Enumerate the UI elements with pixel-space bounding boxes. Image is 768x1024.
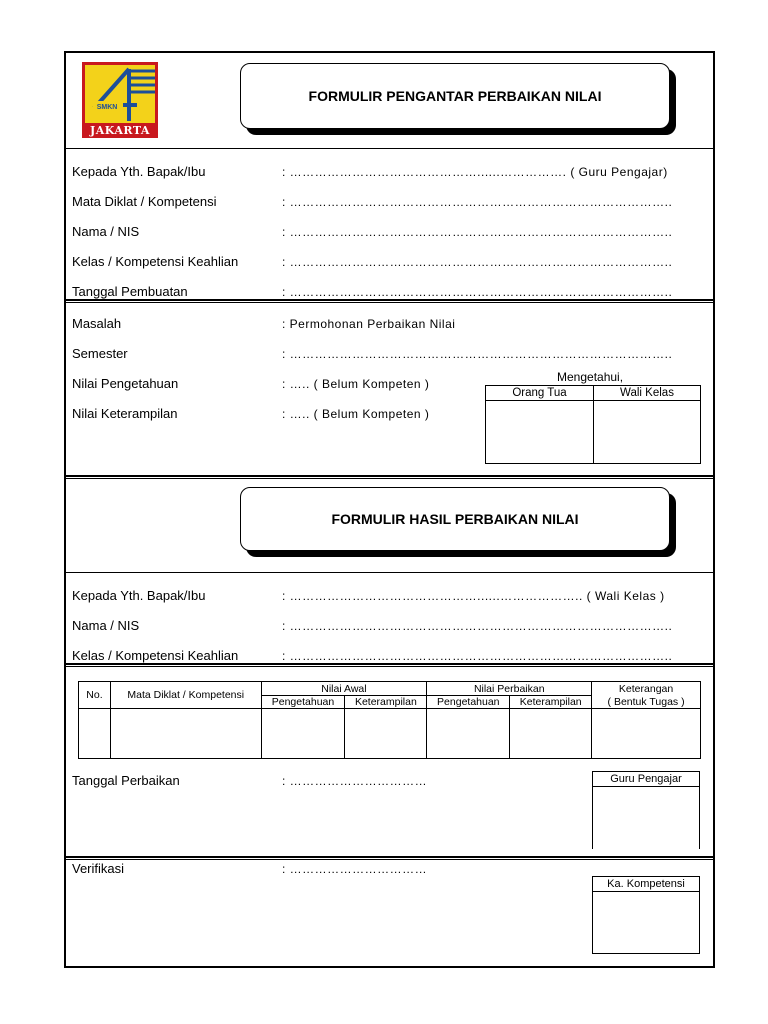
tanggal-perbaikan-label: Tanggal Perbaikan	[72, 773, 180, 788]
col-mata-diklat: Mata Diklat / Kompetensi	[110, 682, 261, 709]
logo-emblem	[85, 65, 155, 123]
divider	[64, 856, 715, 858]
field-value[interactable]: : ………………………………………………………………………………..	[282, 285, 673, 299]
field-value[interactable]: : ………………………………………......……………. ( Guru Pengajar)	[282, 165, 668, 179]
field-value[interactable]: : ………………………………………………………………………………..	[282, 619, 673, 633]
field-label: Kelas / Kompetensi Keahlian	[72, 648, 239, 663]
divider	[64, 572, 715, 573]
col-no: No.	[79, 682, 111, 709]
field-label: Mata Diklat / Kompetensi	[72, 194, 217, 209]
table-cell[interactable]	[427, 709, 510, 759]
field-value[interactable]: : ………………………………………………………………………………..	[282, 195, 673, 209]
divider	[64, 663, 715, 665]
form2-title: FORMULIR HASIL PERBAIKAN NILAI	[240, 487, 670, 551]
table-cell[interactable]	[261, 709, 345, 759]
col-keterangan: Keterangan	[592, 682, 701, 696]
ka-kompetensi-box	[592, 876, 700, 954]
field-label: Nama / NIS	[72, 224, 140, 239]
field-value[interactable]: : ….. ( Belum Kompeten )	[282, 377, 430, 391]
approval-box	[485, 385, 701, 464]
field-label: Tanggal Pembuatan	[72, 284, 188, 299]
form1-title: FORMULIR PENGANTAR PERBAIKAN NILAI	[240, 63, 670, 129]
result-table	[78, 681, 701, 759]
col-nilai-perbaikan: Nilai Perbaikan	[427, 682, 592, 696]
field-label: Nilai Pengetahuan	[72, 376, 179, 391]
field-label: Kepada Yth. Bapak/Ibu	[72, 164, 206, 179]
divider	[64, 859, 715, 860]
field-label: Semester	[72, 346, 128, 361]
guru-pengajar-label: Guru Pengajar	[593, 772, 699, 787]
logo-small-text: SMKN	[96, 104, 118, 111]
field-value[interactable]: : ………………………………………………………………………………..	[282, 255, 673, 269]
divider	[64, 475, 715, 477]
divider	[64, 148, 715, 149]
logo-city: JAKARTA	[90, 124, 150, 137]
table-cell[interactable]	[510, 709, 592, 759]
mengetahui-label: Mengetahui,	[557, 370, 624, 384]
divider	[64, 299, 715, 301]
col-bentuk-tugas: ( Bentuk Tugas )	[592, 696, 701, 709]
school-logo	[82, 62, 158, 138]
field-label: Nilai Keterampilan	[72, 406, 178, 421]
field-value[interactable]: : ….. ( Belum Kompeten )	[282, 407, 430, 421]
field-value[interactable]: : ………………………………………………………………………………..	[282, 347, 673, 361]
table-cell[interactable]	[592, 709, 701, 759]
logo-four-icon	[85, 65, 155, 123]
verifikasi-field[interactable]: : ……………………………	[282, 862, 428, 876]
divider	[64, 302, 715, 303]
col-pengetahuan: Pengetahuan	[427, 696, 510, 709]
col-keterampilan: Keterampilan	[345, 696, 427, 709]
field-label: Kelas / Kompetensi Keahlian	[72, 254, 239, 269]
divider	[486, 400, 700, 401]
guru-signature-box	[592, 771, 700, 849]
field-value[interactable]: : ………………………………………………………………………………..	[282, 225, 673, 239]
col-keterampilan: Keterampilan	[510, 696, 592, 709]
field-label: Kepada Yth. Bapak/Ibu	[72, 588, 206, 603]
field-label: Nama / NIS	[72, 618, 140, 633]
tanggal-perbaikan-field[interactable]: : ……………………………	[282, 774, 428, 788]
verifikasi-label: Verifikasi	[72, 861, 125, 876]
table-cell[interactable]	[110, 709, 261, 759]
table-cell[interactable]	[79, 709, 111, 759]
field-label: Masalah	[72, 316, 122, 331]
sign-orang-tua: Orang Tua	[512, 387, 567, 399]
ka-kompetensi-label: Ka. Kompetensi	[593, 877, 699, 892]
col-nilai-awal: Nilai Awal	[261, 682, 427, 696]
sign-wali-kelas: Wali Kelas	[620, 387, 674, 399]
divider	[64, 478, 715, 479]
field-value[interactable]: : ………………………………………………………………………………..	[282, 649, 673, 663]
table-cell[interactable]	[345, 709, 427, 759]
col-pengetahuan: Pengetahuan	[261, 696, 345, 709]
divider	[64, 666, 715, 667]
field-value[interactable]: : Permohonan Perbaikan Nilai	[282, 317, 456, 331]
field-value[interactable]: : ………………………………………......……………….. ( Wali Kelas )	[282, 589, 665, 603]
